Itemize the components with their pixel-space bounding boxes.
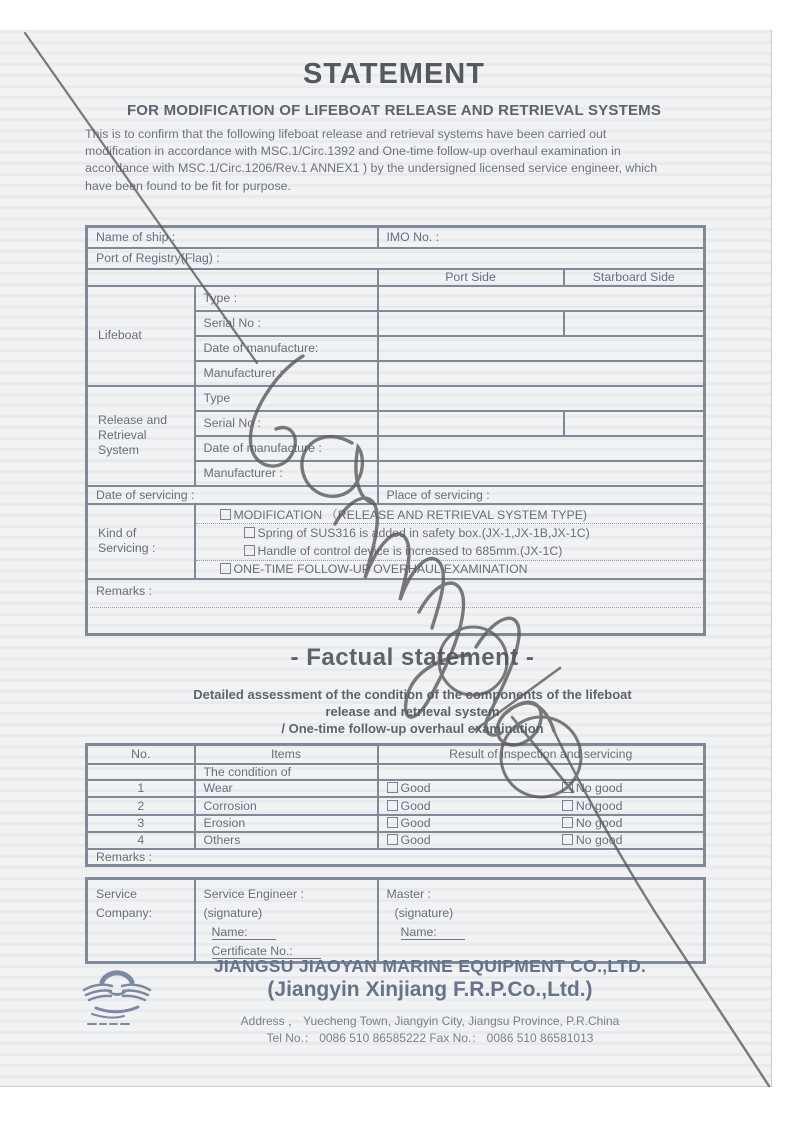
rrs-type-label: Type: [195, 386, 378, 411]
remarks-row: [87, 579, 705, 634]
place-of-servicing-label: Place of servicing :: [378, 486, 705, 504]
checkbox-icon: [387, 782, 398, 793]
col-header-items: Items: [195, 745, 378, 764]
remarks-label: Remarks :: [87, 849, 705, 866]
intro-line: have been found to be fit for purpose.: [85, 178, 291, 193]
name-of-ship-label: Name of ship :: [87, 227, 378, 248]
empty-cell: [87, 269, 378, 286]
checkbox-icon: [244, 527, 255, 538]
intro-paragraph: [85, 126, 735, 195]
checkbox-icon: [562, 800, 573, 811]
company-alt-name: (Jiangyin Xinjiang F.R.P.Co.,Ltd.): [267, 978, 593, 1001]
row-no: 4: [87, 832, 195, 849]
port-side-header: Port Side: [378, 269, 564, 286]
kind-option-spring: Spring of SUS316 is added in safety box.(JX-1,JX-1B,JX-1C): [195, 523, 705, 542]
lifeboat-serial-starboard-value: [564, 311, 705, 336]
rrs-type-value: [378, 386, 705, 411]
intro-line: modification in accordance with MSC.1/Circ.1392 and One-time follow-up overhaul examination in: [85, 144, 621, 159]
col-header-result: Result of inspection and servicing: [378, 745, 705, 764]
engineer-title: Service Engineer :: [203, 887, 304, 901]
factual-statement-title: - Factual statement -: [290, 644, 535, 671]
master-name-label: Name:: [401, 925, 465, 940]
checkbox-icon: [220, 509, 231, 520]
checkbox-icon: [387, 834, 398, 845]
checkbox-icon: [562, 834, 573, 845]
intro-line: This is to confirm that the following lifeboat release and retrieval systems have been carried out: [85, 127, 607, 141]
engineer-signature-label: (signature): [203, 906, 263, 920]
checkbox-icon: [220, 563, 231, 574]
col-header-no: No.: [87, 745, 195, 764]
master-signature-label: (signature): [394, 906, 454, 920]
row-result: Good No good: [378, 832, 705, 849]
signature-table: [85, 877, 706, 964]
checkbox-icon: [562, 817, 573, 828]
checkbox-icon: [387, 817, 398, 828]
lifeboat-type-label: Type :: [195, 286, 378, 311]
lifeboat-date-value: [378, 336, 705, 361]
lifeboat-serial-label: Serial No :: [195, 311, 378, 336]
kind-of-servicing-label: Kind of Servicing :: [87, 504, 195, 580]
row-no: 1: [87, 780, 195, 797]
row-no: 3: [87, 815, 195, 832]
master-cell: [378, 879, 705, 963]
rrs-manufacturer-label: Manufacturer :: [195, 461, 378, 486]
checkbox-icon: [562, 782, 573, 793]
row-result: Good No good: [378, 797, 705, 815]
kind-option-onetime: ONE-TIME FOLLOW-UP OVERHAUL EXAMINATION: [195, 560, 705, 579]
company-name: JIANGSU JIAOYAN MARINE EQUIPMENT CO.,LTD.: [213, 956, 647, 976]
starboard-side-header: Starboard Side: [564, 269, 705, 286]
row-item: Wear: [195, 780, 378, 797]
row-result: Good No good: [378, 815, 705, 832]
engineer-certificate-label: Certificate No.:: [212, 944, 321, 959]
checkbox-icon: [244, 545, 255, 556]
imo-no-label: IMO No. :: [378, 227, 705, 248]
rrs-serial-port-value: [378, 411, 564, 436]
empty-cell: [87, 764, 195, 780]
port-of-registry-label: Port of Registry(Flag) :: [87, 248, 705, 269]
company-tel-fax: Tel No.： 0086 510 86585222 Fax No.： 0086 510 86581013: [266, 1031, 594, 1045]
dotted-rule: [90, 607, 701, 608]
rrs-group-label: Release and Retrieval System: [87, 386, 195, 486]
rrs-date-label: Date of manufacture :: [195, 436, 378, 461]
lifeboat-manufacturer-label: Manufacturer :: [195, 361, 378, 386]
row-item: Others: [195, 832, 378, 849]
ship-info-table: [85, 225, 706, 636]
engineer-name-label: Name:: [212, 925, 276, 940]
rrs-date-value: [378, 436, 705, 461]
lifeboat-manufacturer-value: [378, 361, 705, 386]
row-result: Good No good: [378, 780, 705, 797]
lifeboat-date-label: Date of manufacture:: [195, 336, 378, 361]
kind-option-handle: Handle of control device is increased to 685mm.(JX-1C): [195, 542, 705, 560]
lifeboat-type-value: [378, 286, 705, 311]
remarks-label: Remarks :: [96, 584, 153, 598]
inspection-table: [85, 743, 706, 867]
service-company-label: Service Company:: [87, 879, 195, 963]
rrs-serial-label: Serial No :: [195, 411, 378, 436]
scanned-page: [0, 30, 772, 1087]
row-item: Erosion: [195, 815, 378, 832]
row-no: 2: [87, 797, 195, 815]
rrs-serial-starboard-value: [564, 411, 705, 436]
condition-of-label: The condition of: [195, 764, 378, 780]
row-item: Corrosion: [195, 797, 378, 815]
lifeboat-serial-port-value: [378, 311, 564, 336]
factual-statement-subtitle: Detailed assessment of the condition of the components of the lifeboat release and retrieval system / One-time follow-up overhaul examination: [193, 687, 632, 736]
intro-line: accordance with MSC.1/Circ.1206/Rev.1 ANNEX1 ) by the undersigned licensed service engineer, which: [85, 161, 658, 176]
date-of-servicing-label: Date of servicing :: [87, 486, 378, 504]
checkbox-icon: [387, 800, 398, 811]
kind-option-modification: MODIFICATION （RELEASE AND RETRIEVAL SYSTEM TYPE): [195, 504, 705, 524]
page-title: STATEMENT: [303, 58, 485, 90]
master-title: Master :: [386, 887, 431, 901]
company-address: Address ， Yuecheng Town, Jiangyin City, Jiangsu Province, P.R.China: [240, 1014, 620, 1028]
lifeboat-group-label: Lifeboat: [87, 286, 195, 386]
rrs-manufacturer-value: [378, 461, 705, 486]
service-engineer-cell: [195, 879, 378, 963]
page-subtitle: FOR MODIFICATION OF LIFEBOAT RELEASE AND RETRIEVAL SYSTEMS: [126, 102, 662, 119]
empty-cell: [378, 764, 705, 780]
